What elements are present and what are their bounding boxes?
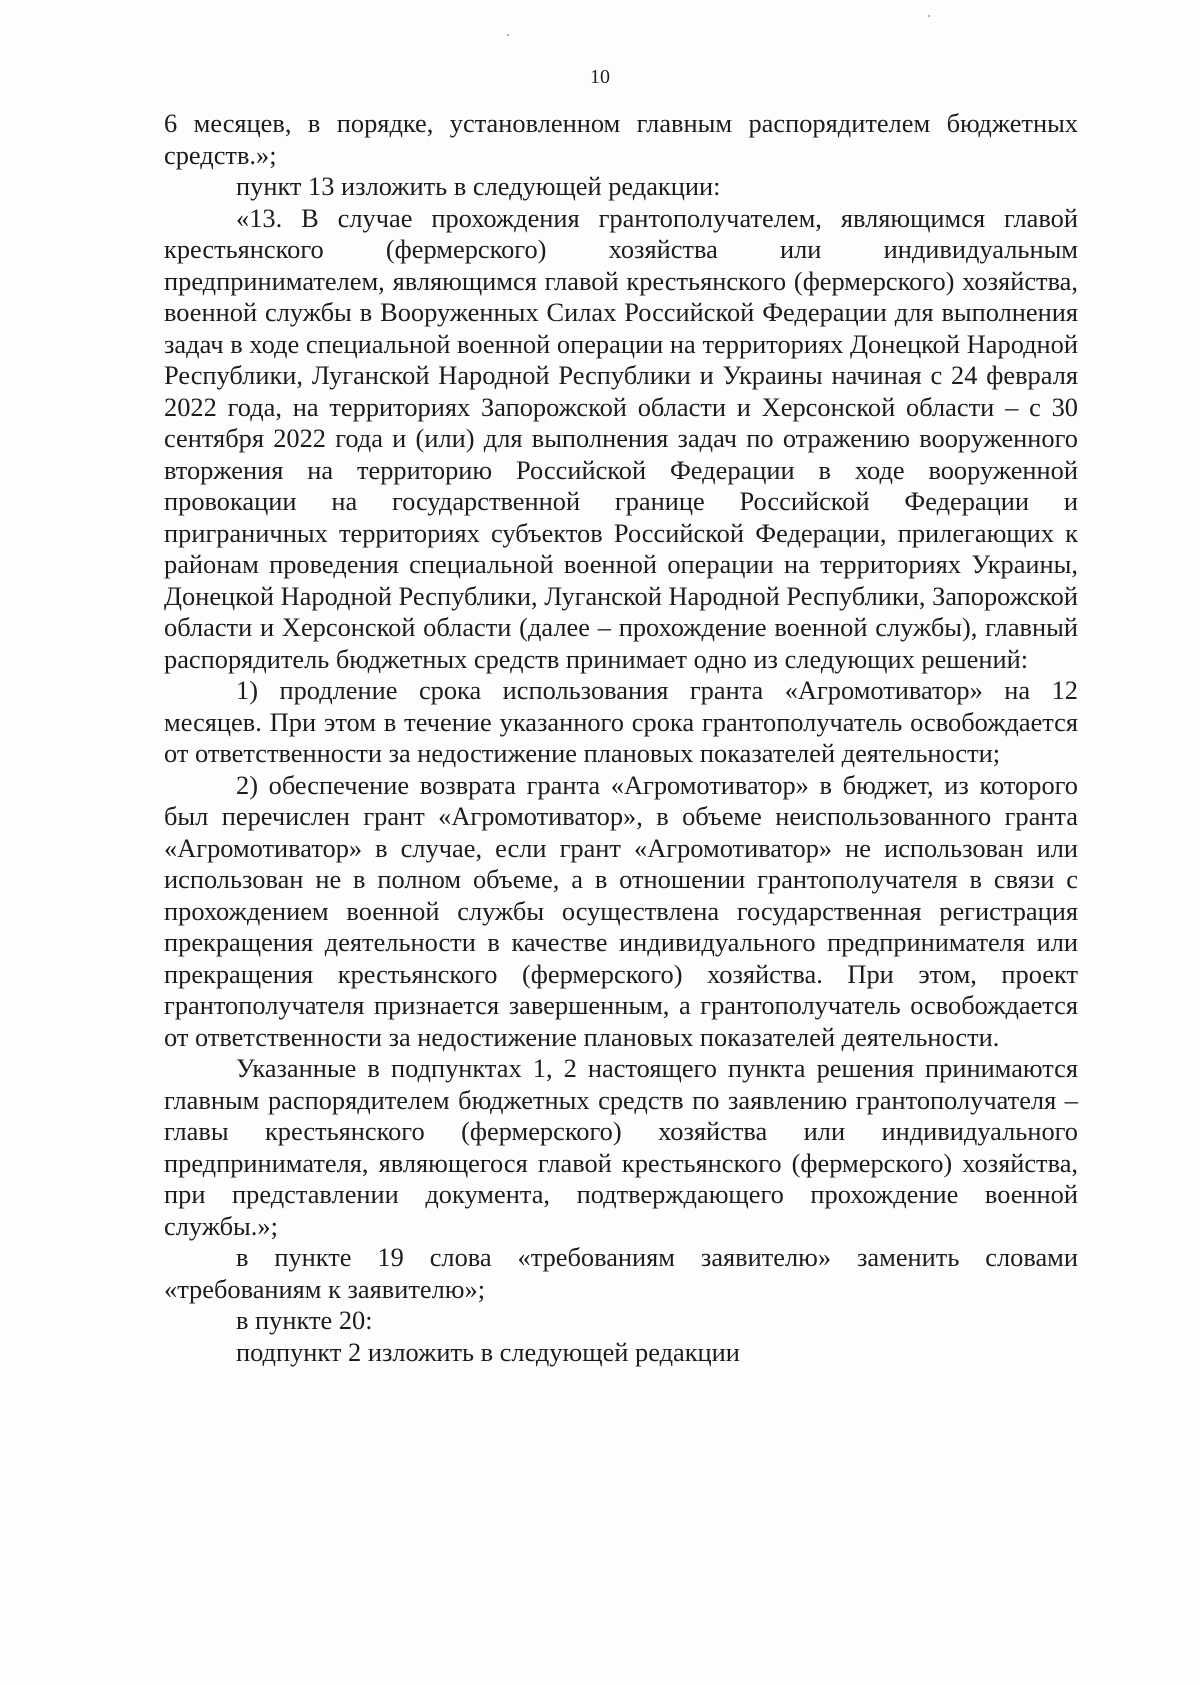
document-body (164, 108, 1078, 1368)
paragraph: 1) продление срока использования гранта «Агромотиватор» на 12 месяцев. При этом в течение указанного срока грантополучатель освобождается от ответственности за недостижение плановых показателей деятельности; (164, 675, 1078, 768)
paragraph: 6 месяцев, в порядке, установленном главным распорядителем бюджетных средств.»; (164, 108, 1078, 170)
paragraph: 2) обеспечение возврата гранта «Агромотиватор» в бюджет, из которого был перечислен грант «Агромотиватор», в объеме неиспользованного гранта «Агромотиватор» в случае, если грант «Агромотиватор» не использован или использован не в полном объеме, а в отношении грантополучателя в связи с прохождением военной службы осуществлена государственная регистрация прекращения деятельности в качестве индивидуального предпринимателя или прекращения крестьянского (фермерского) хозяйства. При этом, проект грантополучателя признается завершенным, а грантополучатель освобождается от ответственности за недостижение плановых показателей деятельности. (164, 769, 1078, 1052)
scan-speck (507, 34, 509, 36)
scan-speck (928, 15, 930, 17)
paragraph: подпункт 2 изложить в следующей редакции (236, 1336, 740, 1367)
paragraph: в пункте 19 слова «требованиям заявителю» заменить словами «требованиям к заявителю»; (164, 1242, 1078, 1304)
page-number: 10 (590, 66, 610, 88)
paragraph: «13. В случае прохождения грантополучателем, являющимся главой крестьянского (фермерского) хозяйства или индивидуальным предпринимателем, являющимся главой крестьянского (фермерского) хозяйства, военной службы в Вооруженных Силах Российской Федерации для выполнения задач в ходе специальной военной операции на территориях Донецкой Народной Республики, Луганской Народной Республики и Украины начиная с 24 февраля 2022 года, на территориях Запорожской области и Херсонской области – с 30 сентября 2022 года и (или) для выполнения задач по отражению вооруженного вторжения на территорию Российской Федерации в ходе вооруженной провокации на государственной границе Российской Федерации и приграничных территориях субъектов Российской Федерации, прилегающих к районам проведения специальной военной операции на территориях Украины, Донецкой Народной Республики, Луганской Народной Республики, Запорожской области и Херсонской области (далее – прохождение военной службы), главный распорядитель бюджетных средств принимает одно из следующих решений: (164, 202, 1078, 674)
paragraph: пункт 13 изложить в следующей редакции: (236, 171, 721, 201)
paragraph: Указанные в подпунктах 1, 2 настоящего пункта решения принимаются главным распорядителем бюджетных средств по заявлению грантополучателя – главы крестьянского (фермерского) хозяйства или индивидуального предпринимателя, являющегося главой крестьянского (фермерского) хозяйства, при представлении документа, подтверждающего прохождение военной службы.»; (164, 1053, 1078, 1241)
paragraph: в пункте 20: (236, 1305, 373, 1335)
